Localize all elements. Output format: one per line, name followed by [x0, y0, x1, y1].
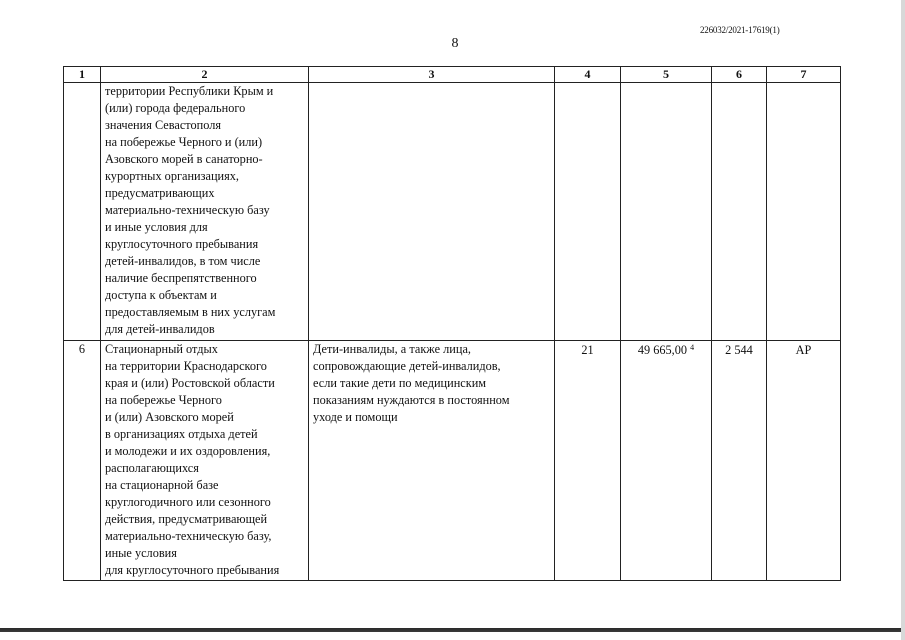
text-line: материально-техническую базу, — [105, 529, 272, 543]
text-line: Дети-инвалиды, а также лица, — [313, 342, 471, 356]
cell-col5 — [621, 341, 712, 581]
cell-service-description — [101, 341, 309, 581]
text-line: значения Севастополя — [105, 118, 222, 132]
text-line: на стационарной базе — [105, 478, 219, 492]
cell-service-description — [101, 83, 309, 341]
text-line: территории Республики Крым и — [105, 84, 274, 98]
scan-right-edge — [901, 0, 905, 640]
services-table — [63, 66, 841, 581]
cell-col7: АР — [767, 341, 841, 581]
text-line: и молодежи и их оздоровления, — [105, 444, 271, 458]
text-line: (или) города федерального — [105, 101, 246, 115]
text-line: если такие дети по медицинским — [313, 376, 487, 390]
column-header: 1 — [64, 67, 101, 83]
cell-recipients — [309, 83, 555, 341]
text-line: края и (или) Ростовской области — [105, 376, 275, 390]
text-line: доступа к объектам и — [105, 288, 217, 302]
table-row-continuation — [64, 83, 841, 341]
cost-value: 49 665,00 — [637, 343, 688, 357]
cell-recipients — [309, 341, 555, 581]
text-line: наличие беспрепятственного — [105, 271, 257, 285]
page-number: 8 — [451, 36, 459, 51]
table-header-row — [64, 67, 841, 83]
text-line: круглосуточного пребывания — [105, 237, 259, 251]
cell-number: 6 — [64, 341, 101, 581]
cell-col6 — [712, 83, 767, 341]
text-line: Стационарный отдых — [105, 342, 218, 356]
text-line: для круглосуточного пребывания — [105, 563, 280, 577]
text-line: иные условия — [105, 546, 177, 560]
column-header: 7 — [767, 67, 841, 83]
scan-bottom-edge — [0, 628, 905, 632]
text-line: показаниям нуждаются в постоянном — [313, 393, 510, 407]
text-line: и (или) Азовского морей — [105, 410, 234, 424]
cell-col7 — [767, 83, 841, 341]
document-number: 226032/2021-17619(1) — [700, 25, 780, 35]
text-line: материально-техническую базу — [105, 203, 270, 217]
cell-col4: 21 — [555, 341, 621, 581]
cell-col6: 2 544 — [712, 341, 767, 581]
text-line: детей-инвалидов, в том числе — [105, 254, 261, 268]
table-row-6 — [64, 341, 841, 581]
text-line: в организациях отдыха детей — [105, 427, 258, 441]
text-line: на побережье Черного — [105, 393, 222, 407]
column-header: 6 — [712, 67, 767, 83]
text-line: предусматривающих — [105, 186, 215, 200]
cell-col4 — [555, 83, 621, 341]
text-line: курортных организациях, — [105, 169, 239, 183]
text-line: уходе и помощи — [313, 410, 398, 424]
footnote-marker: 4 — [690, 343, 695, 352]
text-line: Азовского морей в санаторно- — [105, 152, 263, 166]
cell-number — [64, 83, 101, 341]
text-line: сопровождающие детей-инвалидов, — [313, 359, 501, 373]
text-line: круглогодичного или сезонного — [105, 495, 271, 509]
text-line: предоставляемым в них услугам — [105, 305, 276, 319]
column-header: 4 — [555, 67, 621, 83]
text-line: на побережье Черного и (или) — [105, 135, 263, 149]
text-line: действия, предусматривающей — [105, 512, 268, 526]
column-header: 3 — [309, 67, 555, 83]
text-line: располагающихся — [105, 461, 199, 475]
text-line: для детей-инвалидов — [105, 322, 215, 336]
text-line: и иные условия для — [105, 220, 208, 234]
column-header: 5 — [621, 67, 712, 83]
cell-col5 — [621, 83, 712, 341]
column-header: 2 — [101, 67, 309, 83]
text-line: на территории Краснодарского — [105, 359, 267, 373]
